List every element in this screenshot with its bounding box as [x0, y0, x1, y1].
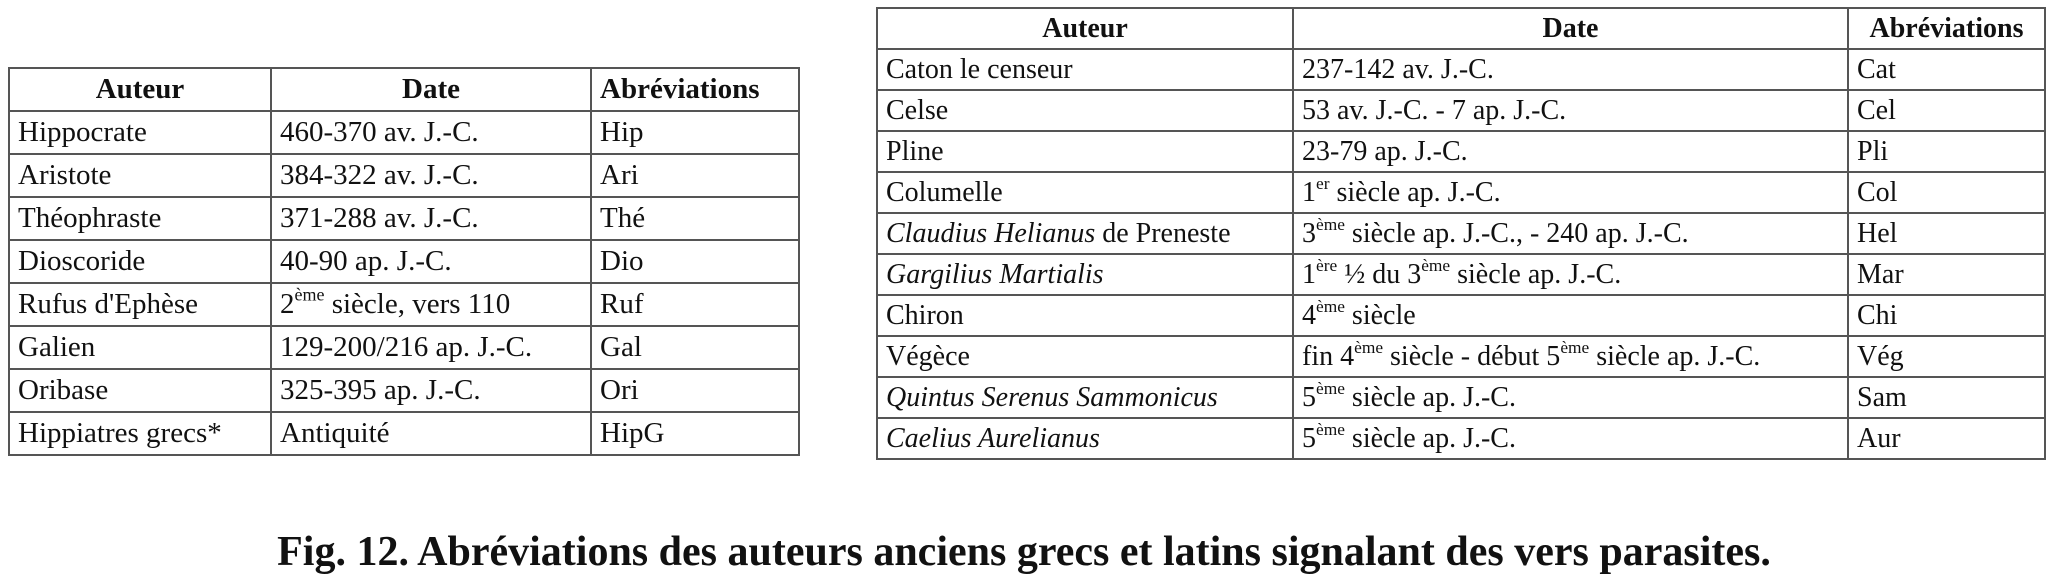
table-row: [877, 172, 2045, 213]
date-cell: [271, 111, 591, 154]
table-row: [9, 326, 799, 369]
table-header-row: [9, 68, 799, 111]
date-cell: [1293, 49, 1848, 90]
superscript: ème: [1316, 296, 1345, 316]
table-row: [9, 111, 799, 154]
superscript: ère: [1316, 255, 1338, 275]
text-segment: Antiquité: [280, 417, 390, 449]
text-segment: 371-288 av. J.-C.: [280, 202, 479, 234]
superscript: ème: [1316, 378, 1345, 398]
table-row: [9, 412, 799, 455]
author-cell: [877, 377, 1293, 418]
text-segment: siècle: [1344, 299, 1416, 331]
date-cell: [1293, 131, 1848, 172]
date-cell: [271, 369, 591, 412]
author-cell: [877, 213, 1293, 254]
table-row: [877, 418, 2045, 459]
author-cell: [877, 90, 1293, 131]
superscript: er: [1316, 173, 1330, 193]
header-abbreviation: Abréviations: [591, 68, 799, 111]
date-cell: [271, 412, 591, 455]
italic-text: Quintus Serenus Sammonicus: [886, 381, 1218, 413]
date-cell: [1293, 377, 1848, 418]
author-cell: [9, 369, 271, 412]
table-header-row: [877, 8, 2045, 49]
text-segment: siècle ap. J.-C.: [1344, 381, 1516, 413]
text-segment: 1: [1302, 258, 1316, 290]
author-cell: [9, 154, 271, 197]
date-cell: [1293, 90, 1848, 131]
text-segment: de Preneste: [1095, 217, 1231, 249]
abbreviation-cell: Col: [1848, 172, 2045, 213]
text-segment: 1: [1302, 176, 1316, 208]
table-row: [9, 283, 799, 326]
text-segment: Chiron: [886, 299, 964, 331]
author-cell: [877, 418, 1293, 459]
date-cell: [271, 240, 591, 283]
superscript: ème: [1316, 419, 1345, 439]
table-row: [877, 131, 2045, 172]
latin-authors-table: [876, 7, 2046, 460]
header-author: Auteur: [877, 8, 1293, 49]
text-segment: Pline: [886, 135, 944, 167]
author-cell: [9, 283, 271, 326]
table-row: [9, 154, 799, 197]
abbreviation-cell: Ari: [591, 154, 799, 197]
date-cell: [271, 197, 591, 240]
author-cell: [877, 295, 1293, 336]
text-segment: Oribase: [18, 374, 109, 406]
text-segment: siècle ap. J.-C.: [1450, 258, 1622, 290]
table-row: [9, 240, 799, 283]
abbreviation-cell: Gal: [591, 326, 799, 369]
author-cell: [877, 131, 1293, 172]
superscript: ème: [1421, 255, 1451, 275]
author-cell: [877, 172, 1293, 213]
superscript: ème: [1354, 337, 1384, 357]
table-row: [9, 197, 799, 240]
text-segment: siècle ap. J.-C.: [1329, 176, 1501, 208]
text-segment: Théophraste: [18, 202, 162, 234]
author-cell: [877, 336, 1293, 377]
table-row: [877, 377, 2045, 418]
text-segment: 23-79 ap. J.-C.: [1302, 135, 1468, 167]
text-segment: Hippiatres grecs*: [18, 417, 222, 449]
table-row: [877, 90, 2045, 131]
abbreviation-cell: Thé: [591, 197, 799, 240]
abbreviation-cell: Cel: [1848, 90, 2045, 131]
header-author: Auteur: [9, 68, 271, 111]
date-cell: [1293, 336, 1848, 377]
date-cell: [1293, 254, 1848, 295]
text-segment: Dioscoride: [18, 245, 146, 277]
table-row: [877, 254, 2045, 295]
text-segment: 129-200/216 ap. J.-C.: [280, 331, 533, 363]
text-segment: Rufus d'Ephèse: [18, 288, 199, 320]
abbreviation-cell: Chi: [1848, 295, 2045, 336]
date-cell: [271, 154, 591, 197]
abbreviation-cell: Ori: [591, 369, 799, 412]
text-segment: 2: [280, 288, 295, 320]
text-segment: siècle - début 5: [1383, 340, 1561, 372]
text-segment: Hippocrate: [18, 116, 147, 148]
text-segment: Galien: [18, 331, 96, 363]
abbreviation-cell: Aur: [1848, 418, 2045, 459]
text-segment: Végèce: [886, 340, 970, 372]
text-segment: 3: [1302, 217, 1316, 249]
text-segment: 5: [1302, 381, 1316, 413]
text-segment: Celse: [886, 94, 949, 126]
date-cell: [1293, 295, 1848, 336]
superscript: ème: [1560, 337, 1590, 357]
author-cell: [9, 240, 271, 283]
text-segment: Caton le censeur: [886, 53, 1073, 85]
text-segment: Columelle: [886, 176, 1003, 208]
header-date: Date: [271, 68, 591, 111]
greek-authors-table: [8, 67, 800, 456]
superscript: ème: [294, 284, 325, 305]
text-segment: ½ du 3: [1337, 258, 1422, 290]
text-segment: 5: [1302, 422, 1316, 454]
author-cell: [877, 49, 1293, 90]
date-cell: [1293, 172, 1848, 213]
figure-caption: Fig. 12. Abréviations des auteurs anciens grecs et latins signalant des vers parasites.: [277, 529, 1771, 575]
header-abbreviation: Abréviations: [1848, 8, 2045, 49]
text-segment: siècle ap. J.-C.: [1344, 422, 1516, 454]
italic-text: Caelius Aurelianus: [886, 422, 1100, 454]
text-segment: 237-142 av. J.-C.: [1302, 53, 1494, 85]
author-cell: [9, 412, 271, 455]
text-segment: 384-322 av. J.-C.: [280, 159, 479, 191]
table-row: [877, 336, 2045, 377]
abbreviation-cell: Ruf: [591, 283, 799, 326]
text-segment: 325-395 ap. J.-C.: [280, 374, 481, 406]
date-cell: [1293, 418, 1848, 459]
abbreviation-cell: Hip: [591, 111, 799, 154]
superscript: ème: [1316, 214, 1345, 234]
abbreviation-cell: Pli: [1848, 131, 2045, 172]
text-segment: siècle, vers 110: [324, 288, 511, 320]
text-segment: 40-90 ap. J.-C.: [280, 245, 452, 277]
table-row: [9, 369, 799, 412]
text-segment: 4: [1302, 299, 1316, 331]
header-date: Date: [1293, 8, 1848, 49]
table-row: [877, 213, 2045, 254]
text-segment: fin 4: [1302, 340, 1355, 372]
author-cell: [9, 197, 271, 240]
text-segment: 460-370 av. J.-C.: [280, 116, 479, 148]
date-cell: [271, 283, 591, 326]
table-row: [877, 49, 2045, 90]
abbreviation-cell: Vég: [1848, 336, 2045, 377]
italic-text: Gargilius Martialis: [886, 258, 1104, 290]
date-cell: [271, 326, 591, 369]
text-segment: 53 av. J.-C. - 7 ap. J.-C.: [1302, 94, 1567, 126]
table-row: [877, 295, 2045, 336]
abbreviation-cell: Sam: [1848, 377, 2045, 418]
author-cell: [877, 254, 1293, 295]
italic-text: Claudius Helianus: [886, 217, 1096, 249]
date-cell: [1293, 213, 1848, 254]
author-cell: [9, 326, 271, 369]
abbreviation-cell: Hel: [1848, 213, 2045, 254]
author-cell: [9, 111, 271, 154]
abbreviation-cell: Dio: [591, 240, 799, 283]
text-segment: siècle ap. J.-C.: [1589, 340, 1761, 372]
text-segment: Aristote: [18, 159, 112, 191]
text-segment: siècle ap. J.-C., - 240 ap. J.-C.: [1344, 217, 1689, 249]
abbreviation-cell: Mar: [1848, 254, 2045, 295]
abbreviation-cell: HipG: [591, 412, 799, 455]
abbreviation-cell: Cat: [1848, 49, 2045, 90]
